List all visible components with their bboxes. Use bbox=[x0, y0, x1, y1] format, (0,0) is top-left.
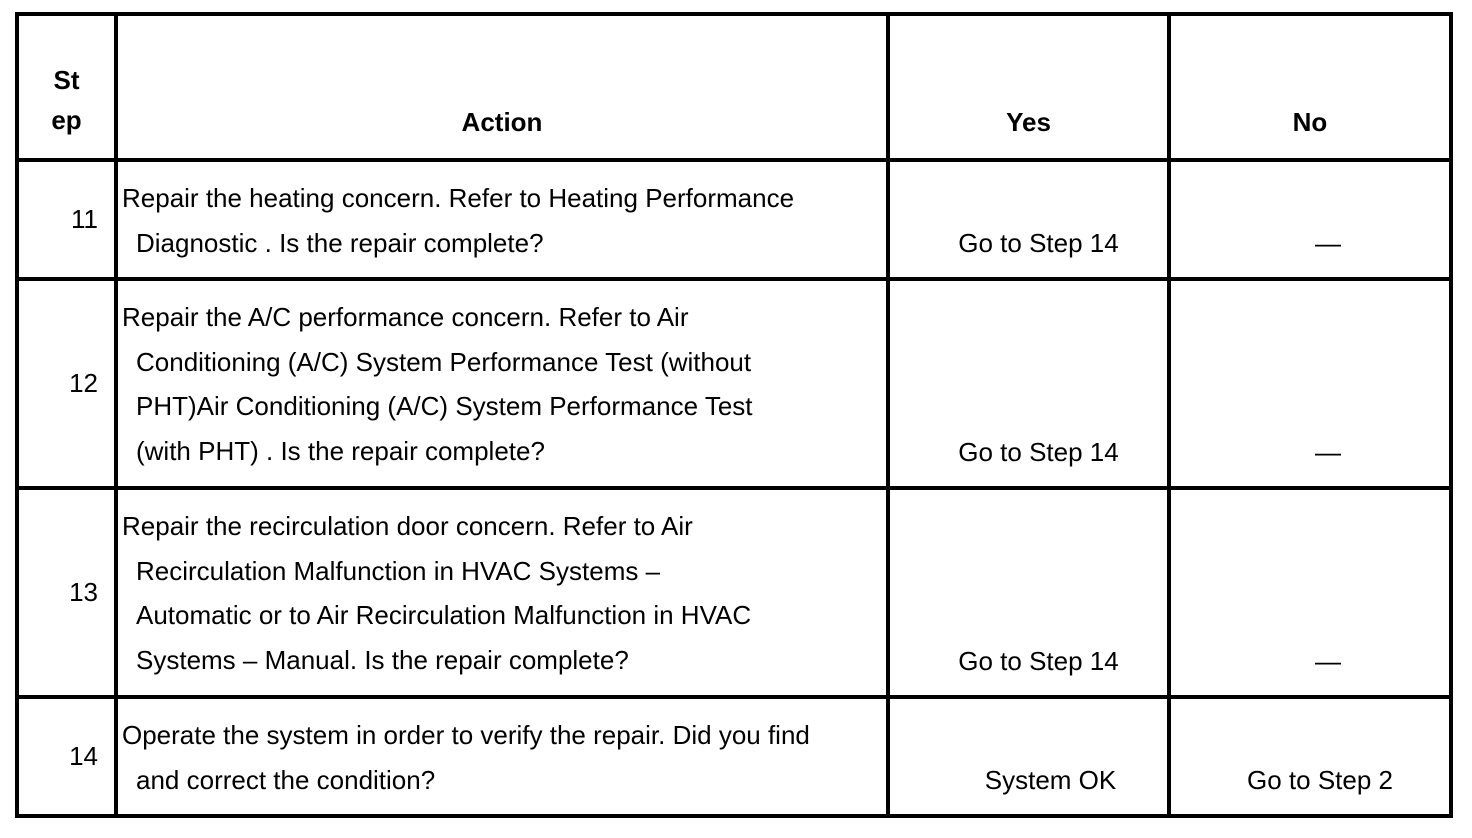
yes-result: Go to Step 14 bbox=[958, 646, 1119, 676]
action-line: Recirculation Malfunction in HVAC Systems – bbox=[136, 555, 661, 586]
action-line: Conditioning (A/C) System Performance Test (without bbox=[136, 346, 752, 377]
yes-result: System OK bbox=[984, 765, 1117, 795]
action-line: Repair the A/C performance concern. Refer to Air bbox=[122, 302, 689, 332]
action-line: Repair the recirculation door concern. Refer to Air bbox=[122, 511, 693, 541]
yes-result: Go to Step 14 bbox=[958, 228, 1119, 258]
action-text bbox=[118, 281, 886, 486]
table-border-right bbox=[1449, 12, 1453, 818]
header-yes: Yes bbox=[1006, 107, 1051, 137]
header-no: No bbox=[1292, 107, 1328, 137]
step-number: 13 bbox=[69, 577, 98, 607]
header-step-line2: ep bbox=[51, 105, 82, 135]
step-number: 11 bbox=[71, 204, 98, 234]
action-line: (with PHT) . Is the repair complete? bbox=[136, 435, 545, 466]
action-text bbox=[118, 162, 886, 277]
action-line: Systems – Manual. Is the repair complete? bbox=[136, 644, 629, 675]
step-number: 12 bbox=[69, 368, 98, 398]
action-line: Diagnostic . Is the repair complete? bbox=[136, 227, 544, 258]
yes-result: Go to Step 14 bbox=[958, 437, 1119, 467]
action-line: Automatic or to Air Recirculation Malfunction in HVAC bbox=[136, 600, 752, 630]
action-line: Repair the heating concern. Refer to Heating Performance bbox=[122, 183, 795, 213]
action-line: and correct the condition? bbox=[136, 764, 436, 795]
table-border-bottom bbox=[15, 814, 1453, 818]
step-number: 14 bbox=[69, 741, 98, 771]
no-result: — bbox=[1315, 228, 1341, 258]
no-result: — bbox=[1315, 646, 1341, 676]
header-action: Action bbox=[461, 107, 543, 137]
action-text bbox=[118, 699, 886, 814]
header-step bbox=[19, 16, 114, 158]
no-result: Go to Step 2 bbox=[1247, 765, 1393, 795]
header-step-line1: St bbox=[53, 65, 80, 95]
action-line: Operate the system in order to verify the repair. Did you find bbox=[122, 720, 810, 750]
no-result: — bbox=[1315, 437, 1341, 467]
action-line: PHT)Air Conditioning (A/C) System Performance Test bbox=[136, 391, 753, 421]
action-text bbox=[118, 490, 886, 695]
